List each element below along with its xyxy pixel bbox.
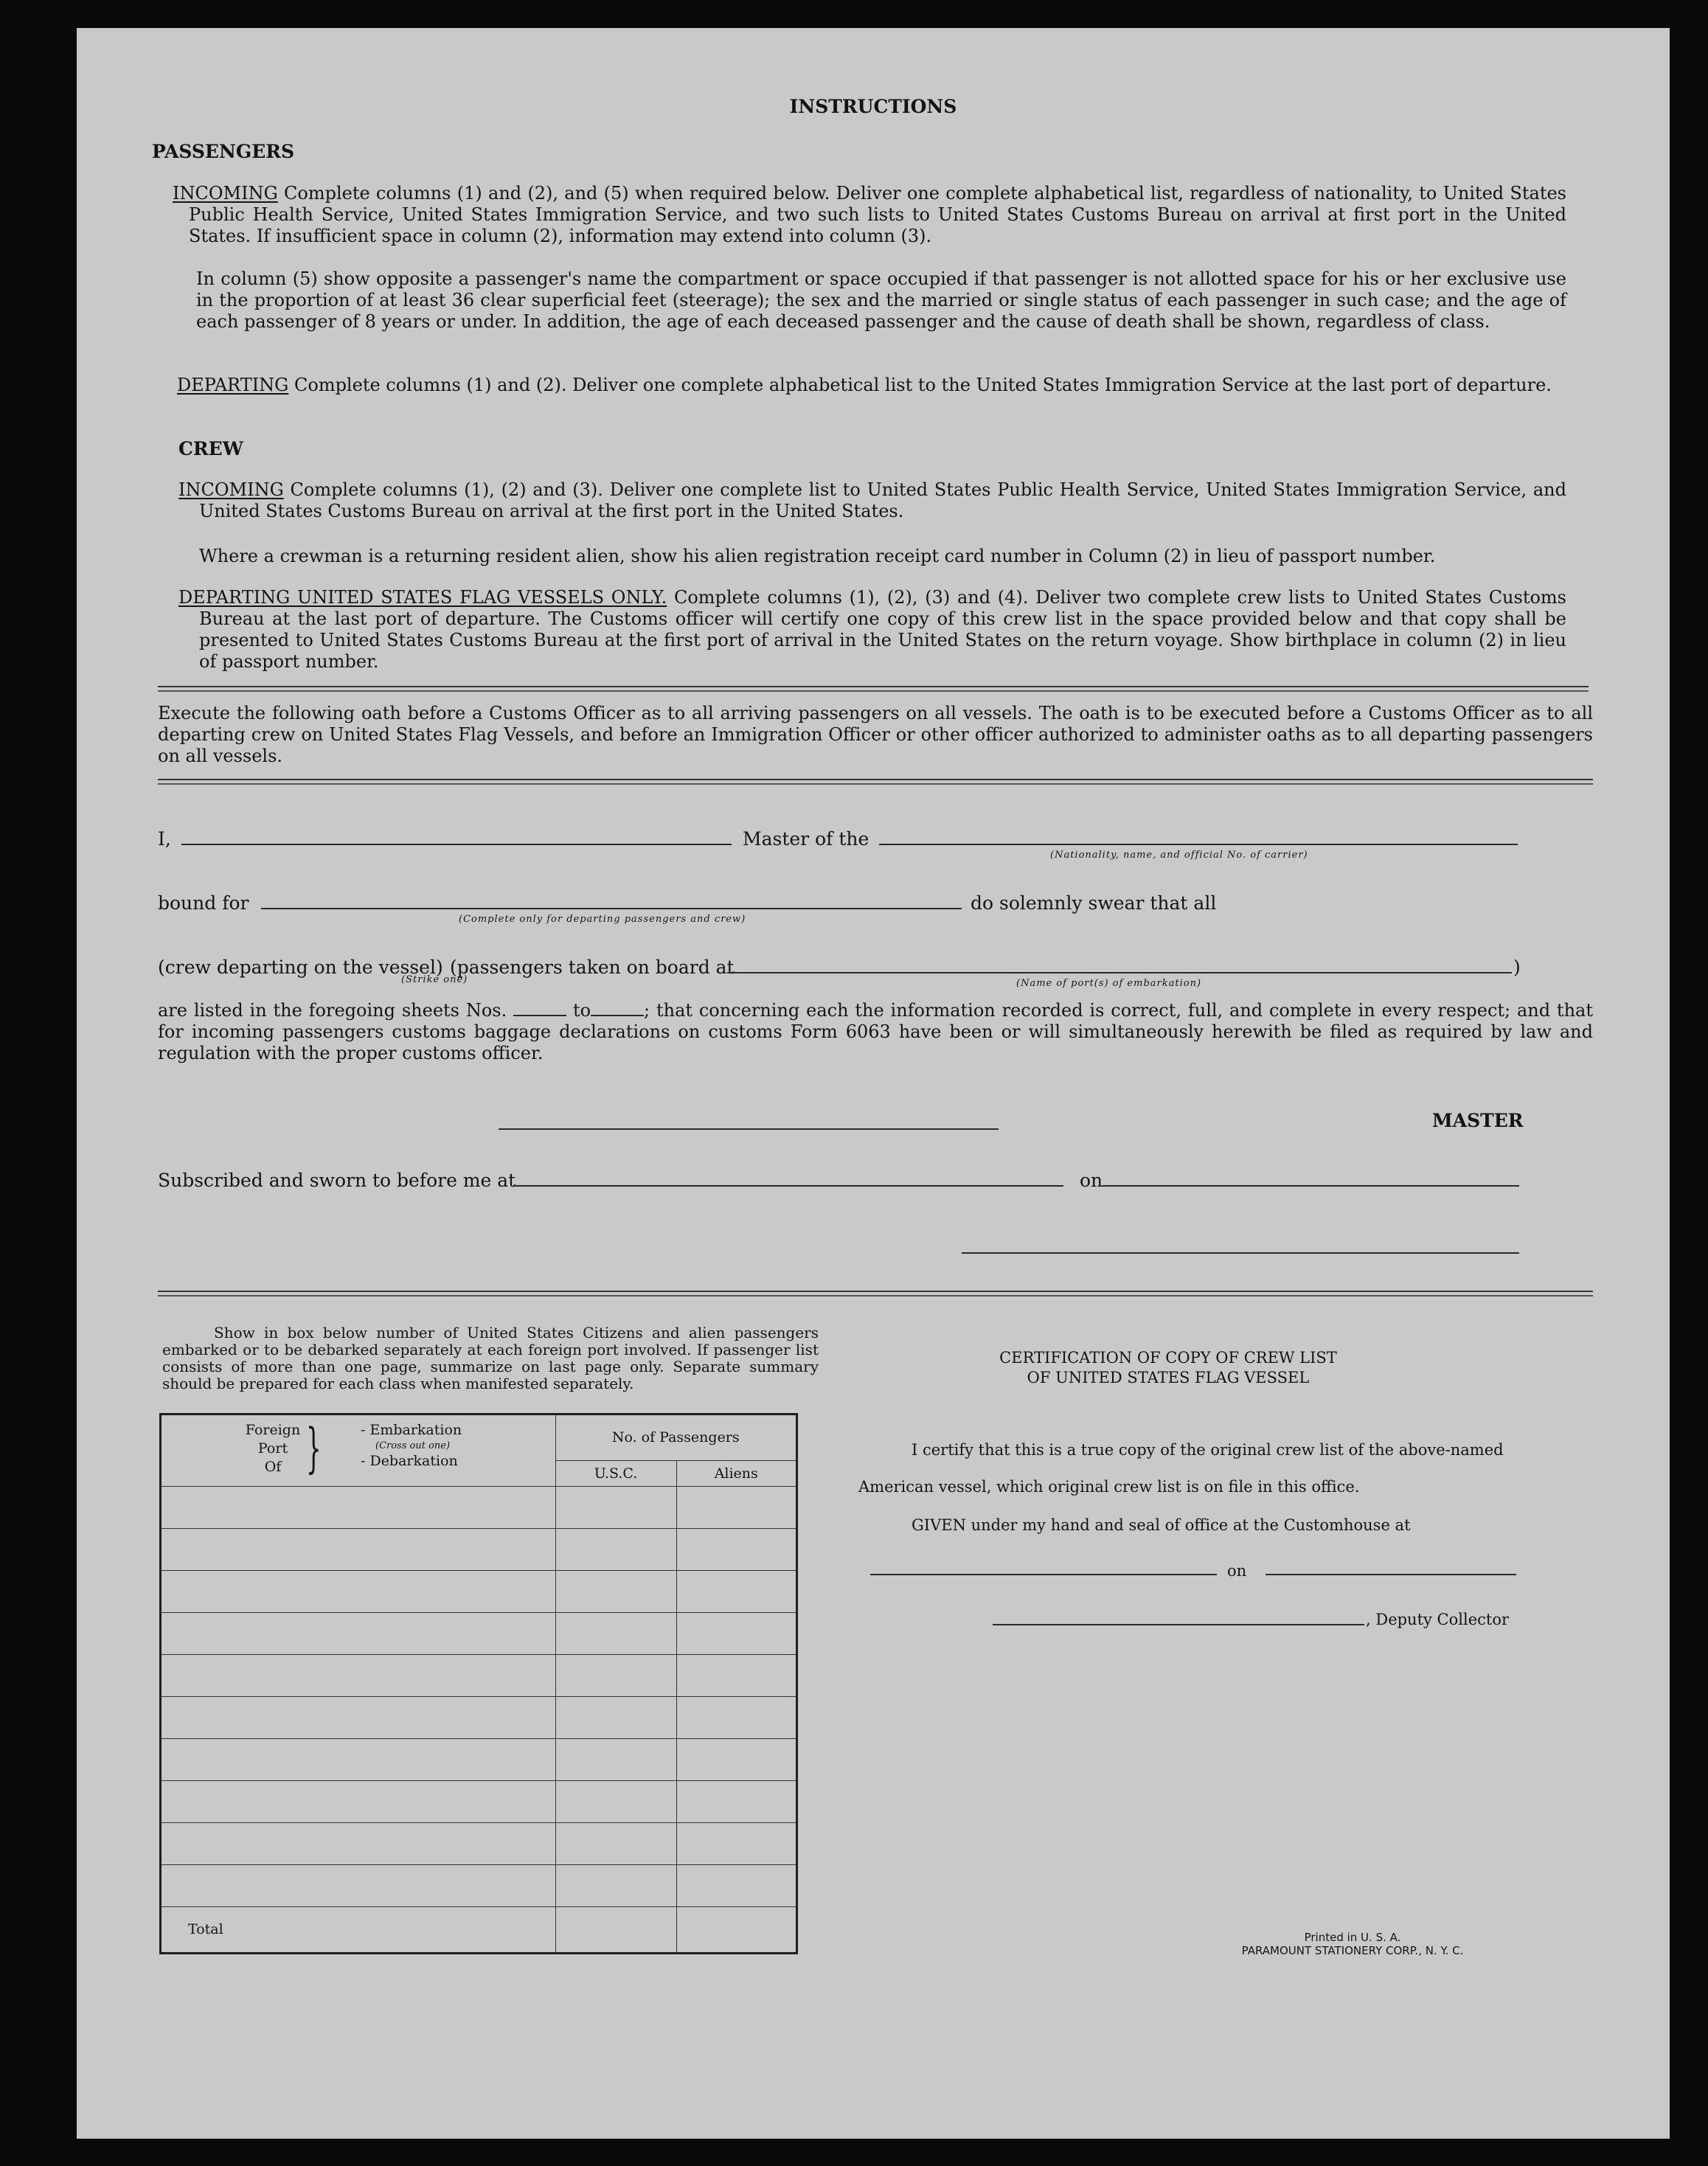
certify-line-3: GIVEN under my hand and seal of office at the Customhouse at — [912, 1516, 1411, 1534]
incoming-keyword: INCOMING — [173, 183, 278, 204]
certification-title — [947, 1348, 1389, 1388]
embark-debark-options — [361, 1421, 462, 1471]
usc-cell[interactable] — [555, 1528, 676, 1570]
passengers-heading: PASSENGERS — [152, 141, 295, 162]
aliens-cell[interactable] — [676, 1822, 796, 1864]
deputy-signature-field[interactable] — [993, 1624, 1364, 1625]
crew-departing-option: (crew departing on the vessel) — [158, 957, 443, 978]
table-row — [162, 1612, 796, 1654]
passenger-summary-table — [159, 1413, 798, 1954]
cross-out-note: (Cross out one) — [375, 1440, 451, 1451]
port-cell[interactable] — [162, 1612, 555, 1654]
sheet-to-field[interactable] — [591, 1015, 644, 1016]
close-paren: ) — [1513, 957, 1521, 978]
total-label: Total — [162, 1906, 555, 1952]
usc-cell[interactable] — [555, 1654, 676, 1696]
usc-cell[interactable] — [555, 1864, 676, 1906]
aliens-cell[interactable] — [676, 1528, 796, 1570]
table-row — [162, 1780, 796, 1822]
certify-line-2: American vessel, which original crew list is on file in this office. — [858, 1478, 1360, 1496]
sheets-to-label: to — [572, 1000, 591, 1021]
officer-signature-field[interactable] — [962, 1252, 1519, 1254]
imprint-line-2: PARAMOUNT STATIONERY CORP., N. Y. C. — [1241, 1944, 1464, 1957]
imprint-line-1: Printed in U. S. A. — [1304, 1931, 1401, 1944]
embarkation-ports-field[interactable] — [727, 972, 1512, 973]
returning-resident-paragraph: Where a crewman is a returning resident alien, show his alien registration receipt card number in Column (2) in lieu of passport number. — [199, 546, 1436, 566]
table-row — [162, 1654, 796, 1696]
port-cell[interactable] — [162, 1780, 555, 1822]
oath-i-label: I, — [158, 828, 171, 850]
port-cell[interactable] — [162, 1654, 555, 1696]
brace-glyph: } — [306, 1417, 322, 1479]
of-label: Of — [264, 1459, 282, 1475]
aliens-header: Aliens — [676, 1460, 796, 1486]
no-passengers-header: No. of Passengers — [555, 1415, 796, 1460]
passengers-incoming-paragraph — [173, 183, 1566, 247]
foreign-label: Foreign — [245, 1422, 301, 1438]
sworn-date-field[interactable] — [1102, 1185, 1519, 1187]
aliens-cell[interactable] — [676, 1654, 796, 1696]
port-cell[interactable] — [162, 1696, 555, 1738]
customhouse-field[interactable] — [870, 1574, 1217, 1575]
strike-note: (Strike one) — [401, 974, 468, 985]
port-cell[interactable] — [162, 1822, 555, 1864]
instructions-heading: INSTRUCTIONS — [789, 96, 957, 117]
sheet-from-field[interactable] — [513, 1015, 566, 1016]
port-cell[interactable] — [162, 1486, 555, 1528]
swear-label: do solemnly swear that all — [971, 892, 1217, 914]
master-label: MASTER — [1432, 1110, 1524, 1131]
aliens-cell[interactable] — [676, 1780, 796, 1822]
port-cell[interactable] — [162, 1570, 555, 1612]
carrier-note: (Nationality, name, and official No. of carrier) — [1050, 850, 1308, 861]
passengers-departing-paragraph — [177, 375, 1566, 396]
bound-for-note: (Complete only for departing passengers and crew) — [459, 914, 746, 925]
table-row — [162, 1528, 796, 1570]
cert-on-label: on — [1227, 1562, 1247, 1580]
port-cell[interactable] — [162, 1528, 555, 1570]
total-aliens-cell[interactable] — [676, 1906, 796, 1952]
port-header-cell — [162, 1415, 555, 1486]
usc-cell[interactable] — [555, 1738, 676, 1780]
aliens-cell[interactable] — [676, 1612, 796, 1654]
bound-for-label: bound for — [158, 892, 249, 914]
incoming-text: Complete columns (1) and (2), and (5) when required below. Deliver one complete alphabetical list, regardless of nationality, to United States Public Health Service, United States Immigration Service, and two such lists to United States Customs Bureau on arrival at first port in the United States. If insufficient space in column (2), information may extend into column (3). — [189, 183, 1566, 246]
usc-cell[interactable] — [555, 1570, 676, 1612]
usc-cell[interactable] — [555, 1780, 676, 1822]
deputy-collector-label: , Deputy Collector — [1366, 1611, 1510, 1628]
crew-heading: CREW — [178, 438, 243, 459]
table-row — [162, 1486, 796, 1528]
usc-cell[interactable] — [555, 1822, 676, 1864]
header-row-top — [162, 1415, 796, 1460]
aliens-cell[interactable] — [676, 1864, 796, 1906]
master-of-the-label: Master of the — [743, 828, 869, 850]
master-name-field[interactable] — [181, 844, 732, 845]
printer-imprint — [1190, 1931, 1515, 1957]
debarkation-label: - Debarkation — [361, 1453, 458, 1469]
aliens-cell[interactable] — [676, 1696, 796, 1738]
certification-title-1: CERTIFICATION OF COPY OF CREW LIST — [999, 1349, 1337, 1367]
table-row — [162, 1738, 796, 1780]
usc-cell[interactable] — [555, 1486, 676, 1528]
oath-divider — [158, 779, 1593, 785]
departing-keyword: DEPARTING — [177, 375, 289, 395]
section-divider — [158, 686, 1589, 692]
table-row — [162, 1696, 796, 1738]
total-row — [162, 1906, 796, 1952]
total-usc-cell[interactable] — [555, 1906, 676, 1952]
sheets-text-a: are listed in the foregoing sheets Nos. — [158, 1000, 507, 1021]
departing-text: Complete columns (1) and (2). Deliver one complete alphabetical list to the United States Immigration Service at the last port of departure. — [294, 375, 1552, 395]
crew-incoming-paragraph — [178, 479, 1566, 522]
summary-body — [162, 1486, 796, 1906]
carrier-field[interactable] — [879, 844, 1518, 845]
sworn-place-field[interactable] — [513, 1185, 1063, 1187]
summary-note: Show in box below number of United States Citizens and alien passengers embarked or to be debarked separately at each foreign port involved. If passenger list consists of more than one page, summarize on last page only. Separate summary should be prepared for each class when manifested separately. — [162, 1324, 819, 1392]
aliens-cell[interactable] — [676, 1486, 796, 1528]
bottom-divider — [158, 1291, 1593, 1297]
subscribed-label: Subscribed and sworn to before me at — [158, 1170, 516, 1191]
crew-departing-keyword: DEPARTING UNITED STATES FLAG VESSELS ONLY. — [178, 587, 667, 608]
crew-incoming-keyword: INCOMING — [178, 479, 284, 500]
master-signature-field[interactable] — [499, 1128, 999, 1130]
table-row — [162, 1822, 796, 1864]
sheets-paragraph — [158, 1000, 1593, 1064]
column-5-paragraph: In column (5) show opposite a passenger's name the compartment or space occupied if that passenger is not allotted space for his or her exclusive use in the proportion of at least 36 clear superficial feet (steerage); the sex and the married or single status of each passenger in such case; and the age of each passenger of 8 years or under. In addition, the age of each deceased passenger and the cause of death shall be shown, regardless of class. — [196, 268, 1566, 332]
passengers-taken-option: (passengers taken on board at — [450, 957, 735, 978]
usc-cell[interactable] — [555, 1696, 676, 1738]
form-page — [77, 28, 1670, 2139]
crew-incoming-text: Complete columns (1), (2) and (3). Deliver one complete list to United States Public Health Service, United States Immigration Service, and United States Customs Bureau on arrival at the first port in the United States. — [199, 479, 1566, 521]
sheets-text-rest: ; that concerning each the information recorded is correct, full, and complete in every respect; and that for incoming passengers customs baggage declarations on customs Form 6063 have been or will simultaneously herewith be filed as required by law and regulation with the proper customs officer. — [158, 1000, 1593, 1063]
certification-title-2: OF UNITED STATES FLAG VESSEL — [1027, 1369, 1310, 1386]
aliens-cell[interactable] — [676, 1738, 796, 1780]
port-cell[interactable] — [162, 1864, 555, 1906]
usc-header: U.S.C. — [555, 1460, 676, 1486]
summary-grid — [162, 1415, 796, 1952]
oath-intro-paragraph: Execute the following oath before a Customs Officer as to all arriving passengers on all vessels. The oath is to be executed before a Customs Officer as to all departing crew on United States Flag Vessels, and before an Immigration Officer or other officer authorized to administer oaths as to all departing passengers on all vessels. — [158, 703, 1593, 766]
table-row — [162, 1570, 796, 1612]
certify-line-1: I certify that this is a true copy of the original crew list of the above-named — [912, 1441, 1504, 1459]
ports-note: (Name of port(s) of embarkation) — [1016, 978, 1202, 989]
table-row — [162, 1864, 796, 1906]
port-cell[interactable] — [162, 1738, 555, 1780]
bound-for-field[interactable] — [261, 908, 962, 909]
sworn-on-label: on — [1080, 1170, 1103, 1191]
embarkation-label: - Embarkation — [361, 1422, 462, 1438]
crew-departing-paragraph — [178, 587, 1566, 673]
aliens-cell[interactable] — [676, 1570, 796, 1612]
cert-date-field[interactable] — [1266, 1574, 1516, 1575]
port-label: Port — [257, 1440, 288, 1457]
foreign-port-of — [240, 1421, 306, 1476]
usc-cell[interactable] — [555, 1612, 676, 1654]
crew-departing-text: Complete columns (1), (2), (3) and (4). Deliver two complete crew lists to United States Customs Bureau at the last port of departure. The Customs officer will certify one copy of this crew list in the space provided below and that copy shall be presented to United States Customs Bureau at the first port of arrival in the United States on the return voyage. Show birthplace in column (2) in lieu of passport number. — [199, 587, 1567, 672]
